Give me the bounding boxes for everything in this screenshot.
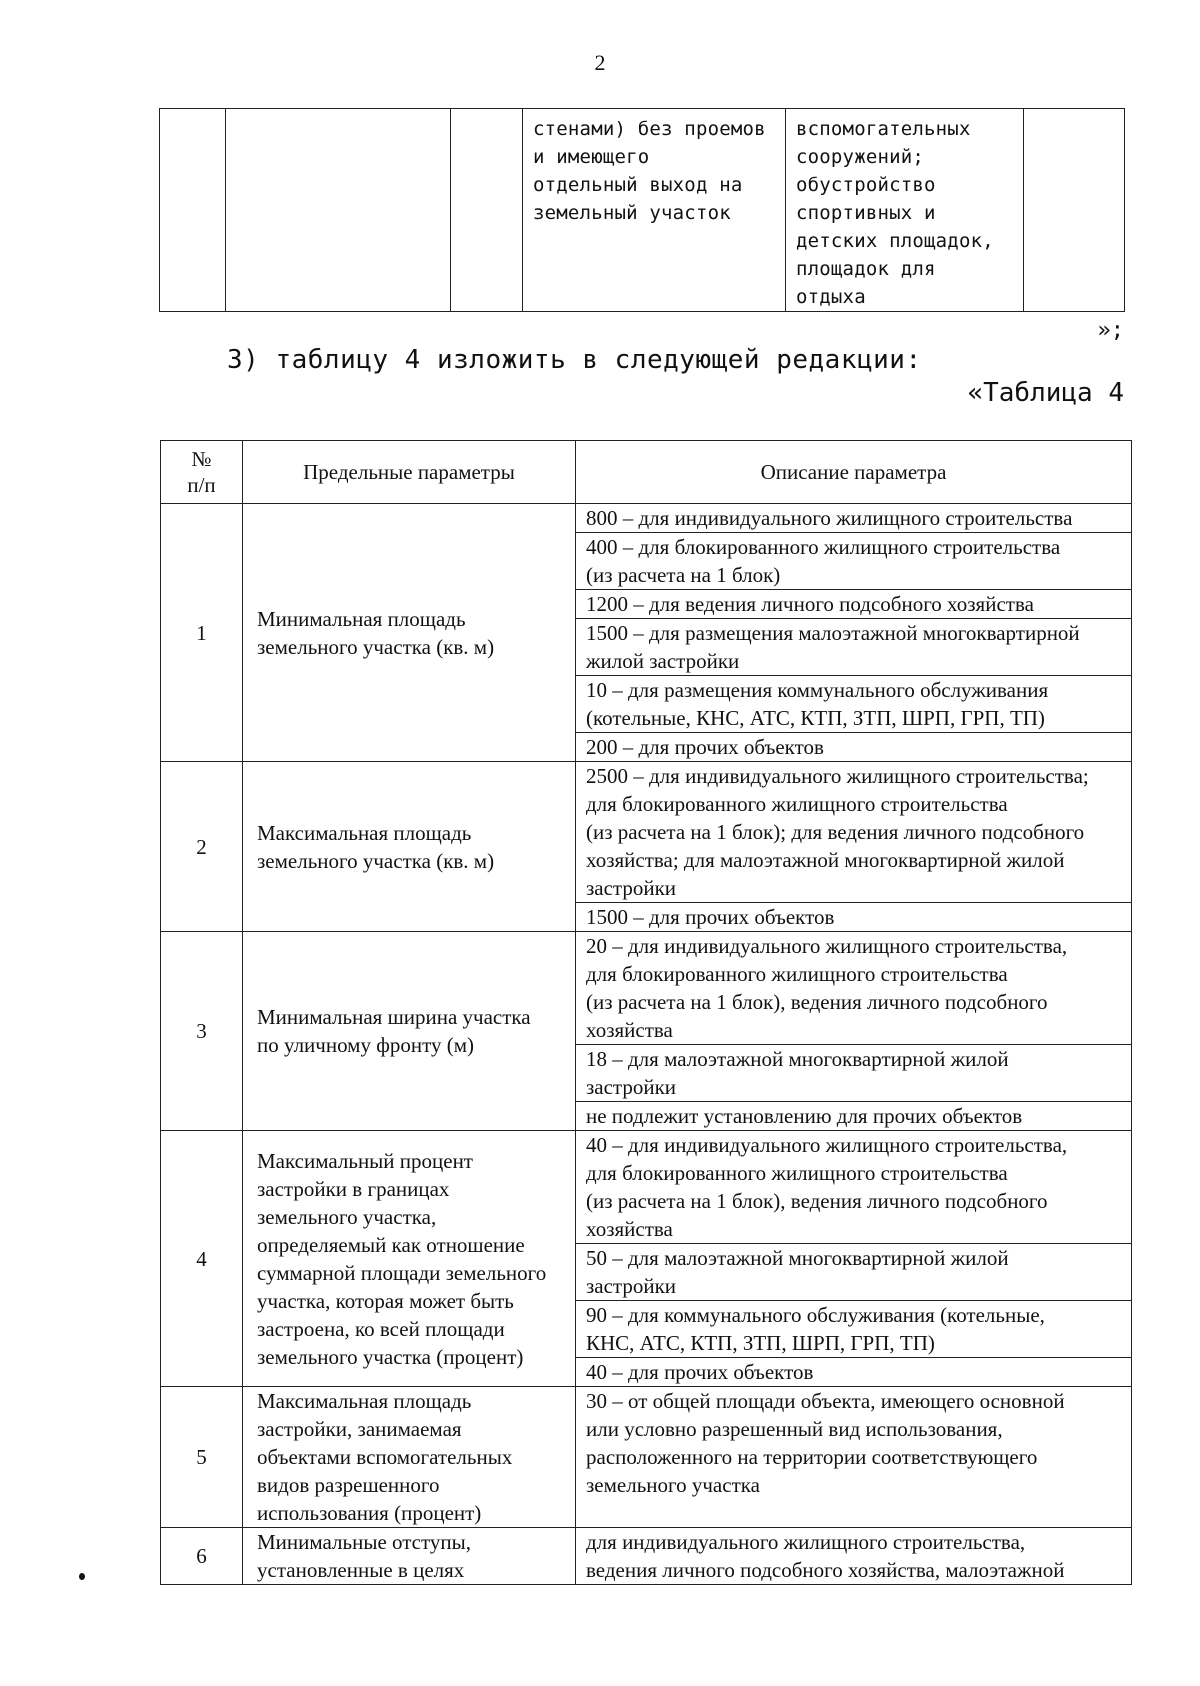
parameter-description: 200 – для прочих объектов (576, 733, 1132, 762)
parameter-description: 800 – для индивидуального жилищного строительства (576, 504, 1132, 533)
parameter-name: Минимальная ширина участка по уличному фронту (м) (243, 932, 576, 1131)
parameter-name: Максимальная площадь земельного участка (кв. м) (243, 762, 576, 932)
page-number: 2 (594, 50, 606, 75)
table-row (161, 762, 1132, 903)
row-number: 4 (161, 1131, 243, 1387)
row-number: 2 (161, 762, 243, 932)
table-cell: стенами) без проемов и имеющего отдельный выход на земельный участок (523, 109, 786, 312)
row-number: 5 (161, 1387, 243, 1528)
header-parameters: Предельные параметры (243, 441, 576, 504)
continuation-table (159, 108, 1125, 312)
table-header-row (161, 441, 1132, 504)
parameter-description: 20 – для индивидуального жилищного строительства, для блокированного жилищного строительства (из расчета на 1 блок), ведения личного подсобного хозяйства (576, 932, 1132, 1045)
closing-quote: »; (1097, 318, 1124, 343)
parameters-table (160, 440, 1132, 1585)
parameter-description: 1200 – для ведения личного подсобного хозяйства (576, 590, 1132, 619)
parameter-description: 40 – для индивидуального жилищного строительства, для блокированного жилищного строительства (из расчета на 1 блок), ведения личного подсобного хозяйства (576, 1131, 1132, 1244)
table-cell (451, 109, 523, 312)
parameter-name: Минимальные отступы, установленные в целях (243, 1528, 576, 1585)
row-number: 3 (161, 932, 243, 1131)
header-description: Описание параметра (576, 441, 1132, 504)
table-row (161, 1528, 1132, 1585)
table-row (161, 932, 1132, 1045)
parameter-description: 40 – для прочих объектов (576, 1358, 1132, 1387)
parameter-description: 1500 – для прочих объектов (576, 903, 1132, 932)
table-row (160, 109, 1125, 312)
margin-dot (79, 1573, 85, 1580)
table-cell (160, 109, 226, 312)
header-number: № п/п (161, 441, 243, 504)
parameter-description: 1500 – для размещения малоэтажной многоквартирной жилой застройки (576, 619, 1132, 676)
table-row (161, 1131, 1132, 1244)
table-row (161, 504, 1132, 533)
parameter-description: 90 – для коммунального обслуживания (котельные, КНС, АТС, КТП, ЗТП, ШРП, ГРП, ТП) (576, 1301, 1132, 1358)
parameter-description: 400 – для блокированного жилищного строительства (из расчета на 1 блок) (576, 533, 1132, 590)
parameter-name: Максимальная площадь застройки, занимаемая объектами вспомогательных видов разрешенного использования (процент) (243, 1387, 576, 1528)
table-cell (226, 109, 451, 312)
row-number: 6 (161, 1528, 243, 1585)
parameter-name: Минимальная площадь земельного участка (кв. м) (243, 504, 576, 762)
instruction-text: 3) таблицу 4 изложить в следующей редакции: (227, 345, 922, 375)
parameter-description: 18 – для малоэтажной многоквартирной жилой застройки (576, 1045, 1132, 1102)
parameter-description: 2500 – для индивидуального жилищного строительства; для блокированного жилищного строительства (из расчета на 1 блок); для ведения личного подсобного хозяйства; для малоэтажной многоквартирной жилой застройки (576, 762, 1132, 903)
parameter-description: 30 – от общей площади объекта, имеющего основной или условно разрешенный вид использования, расположенного на территории соответствующего земельного участка (576, 1387, 1132, 1528)
table-cell: вспомогательных сооружений; обустройство спортивных и детских площадок, площадок для отдыха (786, 109, 1024, 312)
row-number: 1 (161, 504, 243, 762)
parameter-name: Максимальный процент застройки в границах земельного участка, определяемый как отношение суммарной площади земельного участка, которая может быть застроена, ко всей площади земельного участка (процент) (243, 1131, 576, 1387)
parameter-description: 10 – для размещения коммунального обслуживания (котельные, КНС, АТС, КТП, ЗТП, ШРП, ГРП, ТП) (576, 676, 1132, 733)
parameter-description: 50 – для малоэтажной многоквартирной жилой застройки (576, 1244, 1132, 1301)
table-row (161, 1387, 1132, 1528)
parameter-description: для индивидуального жилищного строительства, ведения личного подсобного хозяйства, малоэтажной (576, 1528, 1132, 1585)
table-cell (1024, 109, 1125, 312)
table-caption: «Таблица 4 (967, 378, 1124, 408)
table-body (161, 504, 1132, 1585)
parameter-description: не подлежит установлению для прочих объектов (576, 1102, 1132, 1131)
